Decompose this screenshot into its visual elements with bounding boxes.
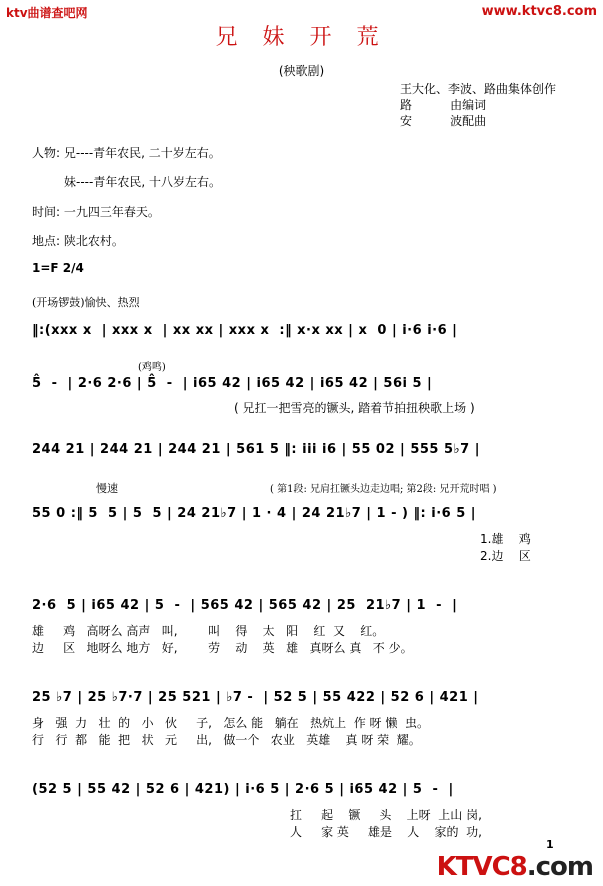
intro-tempo: (开场锣鼓)愉快、热烈 <box>32 296 140 309</box>
character-brother: 人物: 兄----青年农民, 二十岁左右。 <box>32 146 221 160</box>
verse-pickup-1: 1.雄 鸡 <box>480 532 531 546</box>
score-row-5: 2·6 5 | i65 42 | 5 - | 565 42 | 565 42 | 25 21♭7 | 1 - | <box>32 598 458 613</box>
credit-line-3: 安 波配曲 <box>400 114 487 128</box>
slow-tempo: 慢速 <box>96 482 118 495</box>
score-row-4: 55 0 :‖ 5 5 | 5 5 | 24 21♭7 | 1 · 4 | 24 21♭7 | 1 - ) ‖: i·6 5 | <box>32 506 477 521</box>
page-number: 1 <box>546 838 554 851</box>
key-signature: 1=F 2/4 <box>32 261 84 275</box>
credit-line-2: 路 由编词 <box>400 98 487 112</box>
score-row-6: 25 ♭7 | 25 ♭7·7 | 25 521 | ♭7 - | 52 5 | 55 422 | 52 6 | 421 | <box>32 690 479 705</box>
lyrics-row-7-verse-2: 人 家 英 雄是 人 家的 功, <box>290 825 482 839</box>
score-row-7: (52 5 | 55 42 | 52 6 | 421) | i·6 5 | 2·6 5 | i65 42 | 5 - | <box>32 782 454 797</box>
lyrics-row-5-verse-2: 边 区 地呀么 地方 好, 劳 动 英 雄 真呀么 真 不 少。 <box>32 641 413 655</box>
verse-pickup-2: 2.边 区 <box>480 549 531 563</box>
stanza-note: ( 第1段: 兄肩扛镢头边走边唱; 第2段: 兄开荒时唱 ) <box>270 484 497 495</box>
song-genre: (秧歌剧) <box>278 64 325 78</box>
lyrics-row-6-verse-2: 行 行 都 能 把 状 元 出, 做一个 农业 英雄 真 呀 荣 耀。 <box>32 733 421 747</box>
stage-direction: ( 兄扛一把雪亮的镢头, 踏着节拍扭秧歌上场 ) <box>234 401 475 415</box>
credit-line-1: 王大化、李波、路曲集体创作 <box>400 82 557 96</box>
character-sister: 妹----青年农民, 十八岁左右。 <box>64 175 221 189</box>
score-row-1: ‖:(xxx x | xxx x | xx xx | xxx x :‖ x·x xx | x 0 | i·6 i·6 | <box>32 323 458 338</box>
site-watermark-bottom <box>437 852 593 882</box>
lyrics-row-7-verse-1: 扛 起 镢 头 上呀 上山 岗, <box>290 808 482 822</box>
score-row-2: 5̂ - | 2·6 2·6 | 5̂ - | i65 42 | i65 42 | i65 42 | 56i 5 | <box>32 376 433 391</box>
watermark-brand: KTVC8 <box>436 852 527 882</box>
song-title: 兄 妹 开 荒 <box>215 25 388 50</box>
place-setting: 地点: 陕北农村。 <box>32 234 124 248</box>
time-setting: 时间: 一九四三年春天。 <box>32 205 160 219</box>
score-row-3: 244 21 | 244 21 | 244 21 | 561 5 ‖: iii i6 | 55 02 | 555 5♭7 | <box>32 442 480 457</box>
lyrics-row-6-verse-1: 身 强 力 壮 的 小 伙 子, 怎么 能 躺在 热炕上 作 呀 懒 虫。 <box>32 716 429 730</box>
site-watermark-top-left: ktv曲谱查吧网 <box>6 6 88 20</box>
site-watermark-top-right: www.ktvc8.com <box>481 4 597 19</box>
rooster-crow-note: (鸡鸣) <box>138 362 166 373</box>
watermark-domain: .com <box>526 852 593 882</box>
lyrics-row-5-verse-1: 雄 鸡 高呀么 高声 叫, 叫 得 太 阳 红 又 红。 <box>32 624 385 638</box>
